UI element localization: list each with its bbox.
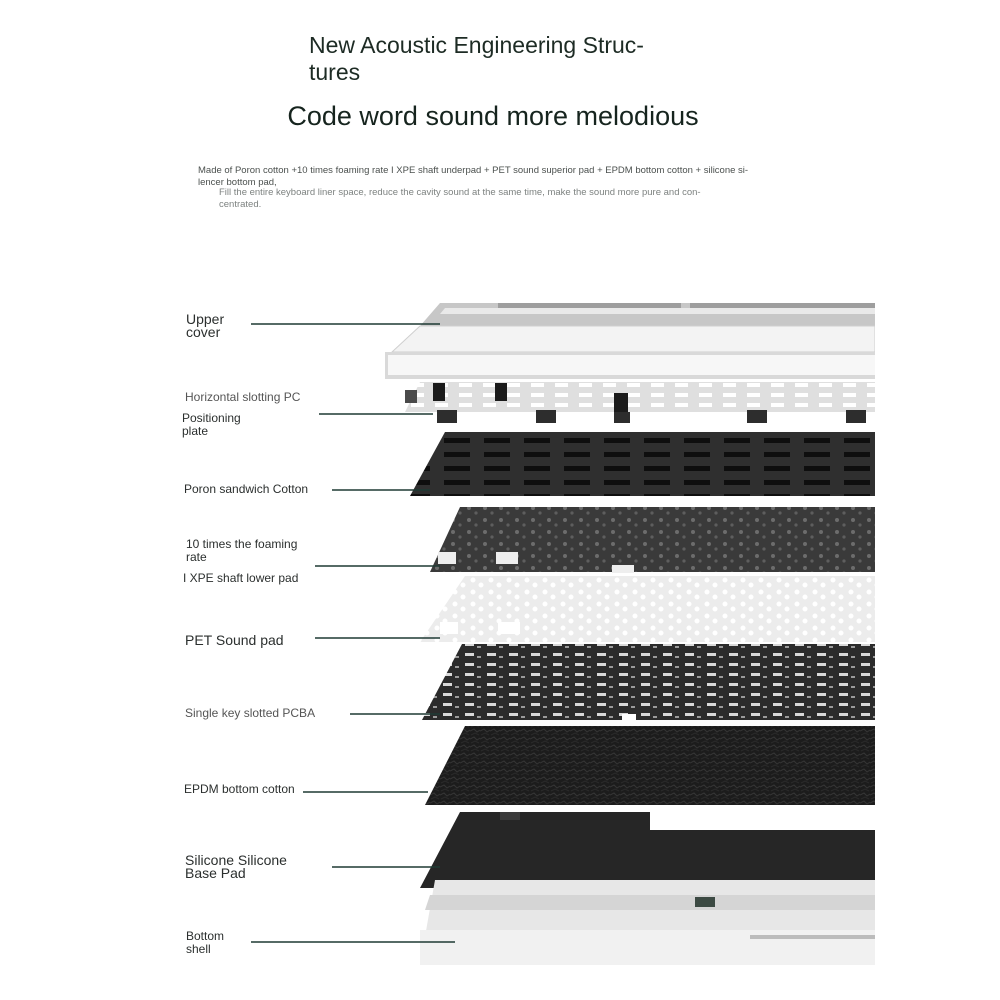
label-silicone-base-pad: Silicone Silicone Base Pad: [185, 852, 287, 881]
label-foaming-rate: 10 times the foaming rate: [186, 537, 298, 564]
label-positioning-plate: Positioning plate: [182, 411, 241, 438]
description-line2: lencer bottom pad,: [198, 177, 277, 188]
label-horizontal-slotting-pc: Horizontal slotting PC: [185, 390, 301, 404]
label-pet-sound-pad: PET Sound pad: [185, 632, 284, 648]
headline-title-line1: New Acoustic Engineering Struc-: [309, 32, 644, 58]
headline-title-line2: tures: [309, 59, 361, 85]
label-bottom-shell: Bottom shell: [186, 929, 225, 956]
description-line1: Made of Poron cotton +10 times foaming rate I XPE shaft underpad + PET sound superior pad + EPDM bottom cotton + silicone si-: [198, 165, 749, 176]
description-line3: Fill the entire keyboard liner space, reduce the cavity sound at the same time, make the sound more pure and con-: [219, 187, 701, 198]
headline-subtitle: Code word sound more melodious: [287, 101, 699, 131]
description-line4: centrated.: [219, 199, 262, 210]
label-epdm-bottom-cotton: EPDM bottom cotton: [184, 782, 295, 796]
label-poron-sandwich-cotton: Poron sandwich Cotton: [184, 482, 309, 496]
label-upper-cover: Upper cover: [186, 311, 225, 340]
label-ixpe-shaft-lower-pad: I XPE shaft lower pad: [183, 571, 299, 585]
label-single-key-slotted-pcba: Single key slotted PCBA: [185, 706, 316, 720]
